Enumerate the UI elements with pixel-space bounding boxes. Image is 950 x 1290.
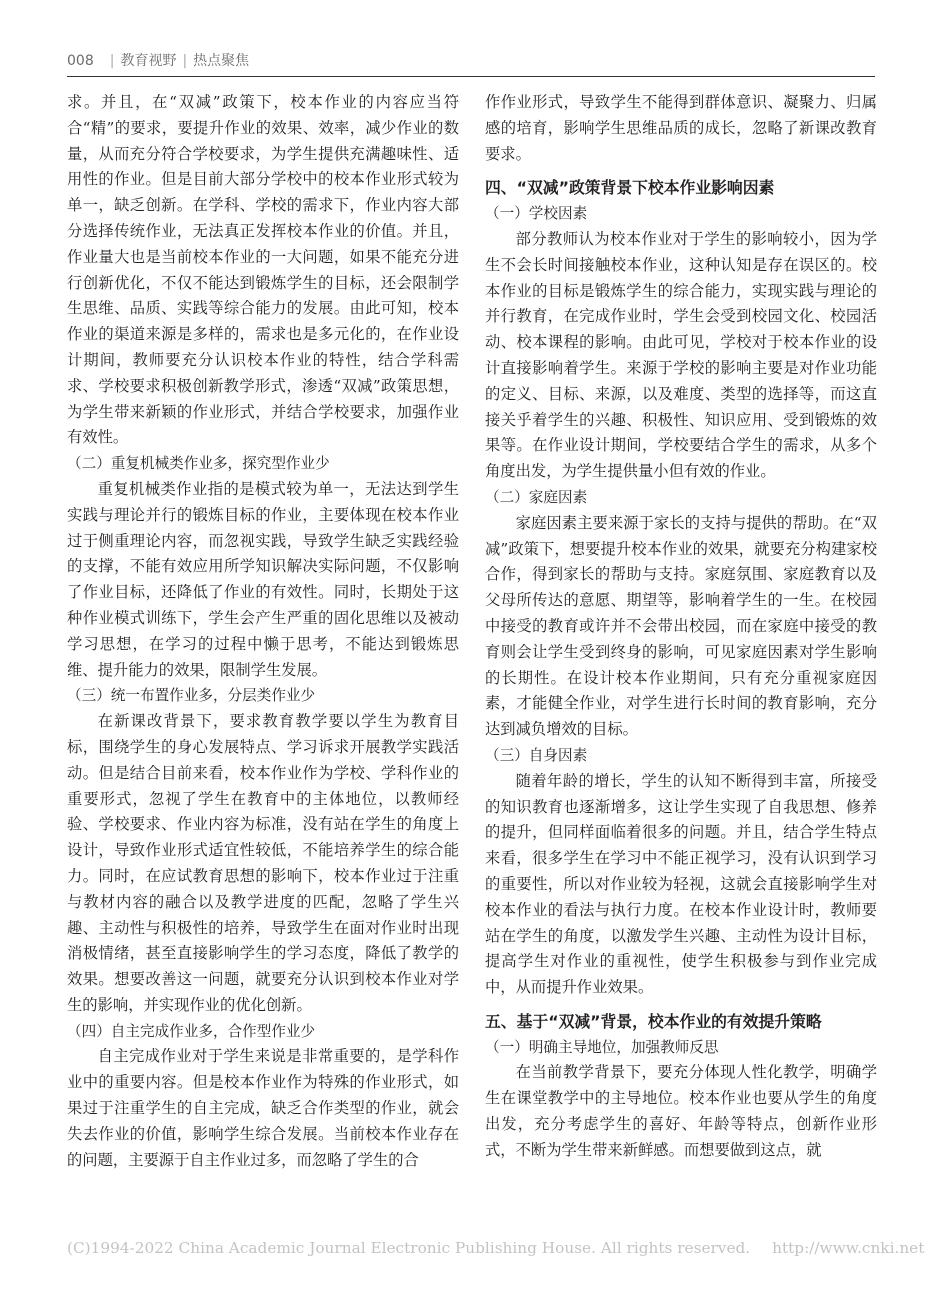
right-column — [485, 90, 877, 1164]
subsection-heading: （二）家庭因素 — [485, 488, 588, 506]
copyright-notice: (C)1994-2022 China Academic Journal Electronic Publishing House. All rights reserved. — [67, 1239, 751, 1257]
column-name: 热点聚焦 — [193, 53, 250, 69]
paragraph: 作作业形式，导致学生不能得到群体意识、凝聚力、归属感的培育，影响学生思维品质的成长，忽略了新课改教育要求。 — [485, 93, 877, 163]
paragraph: 求。并且，在“双减”政策下，校本作业的内容应当符合“精”的要求，要提升作业的效果、效率，减少作业的数量，从而充分符合学校要求，为学生提供充满趣味性、适用性的作业。但是目前大部分学校中的校本作业形式较为单一，缺乏创新。在学科、学校的需求下，作业内容大部分选择传统作业，无法真正发挥校本作业的价值。并且，作业量大也是当前校本作业的一大问题，如果不能充分进行创新优化，不仅不能达到锻炼学生的目标，还会限制学生思维、品质、实践等综合能力的发展。由此可知，校本作业的渠道来源是多样的，需求也是多元化的，在作业设计期间，教师要充分认识校本作业的特性，结合学科需求、学校要求积极创新教学形式，渗透“双减”政策思想，为学生带来新颖的作业形式，并结合学校要求，加强作业有效性。 — [67, 93, 459, 447]
subsection-heading: （三）统一布置作业多，分层类作业少 — [67, 687, 316, 705]
paragraph: 在当前教学背景下，要充分体现人性化教学，明确学生在课堂教学中的主导地位。校本作业也要从学生的角度出发，充分考虑学生的喜好、年龄等特点，创新作业形式，不断为学生带来新鲜感。而想要做到这点，就 — [485, 1063, 877, 1159]
subsection-heading: （二）重复机械类作业多，探究型作业少 — [67, 455, 330, 473]
subsection-heading: （一）学校因素 — [485, 205, 588, 223]
subsection-heading: （三）自身因素 — [485, 746, 588, 764]
header-divider: | — [182, 53, 188, 69]
section-heading: 五、基于“双减”背景，校本作业的有效提升策略 — [485, 1011, 822, 1031]
section-heading: 四、“双减”政策背景下校本作业影响因素 — [485, 178, 775, 198]
paragraph: 在新课改背景下，要求教育教学要以学生为教育目标，围绕学生的身心发展特点、学习诉求开展教学实践活动。但是结合目前来看，校本作业作为学校、学科作业的重要形式，忽视了学生在教育中的主体地位，以教师经验、学校要求、作业内容为标准，没有站在学生的角度上设计，导致作业形式适宜性较低，不能培养学生的综合能力。同时，在应试教育思想的影响下，校本作业过于注重与教材内容的融合以及教学进度的匹配，忽略了学生兴趣、主动性与积极性的培养，导致学生在面对作业时出现消极情绪，甚至直接影响学生的学习态度，降低了教学的效果。想要改善这一问题，就要充分认识到校本作业对学生的影响，并实现作业的优化创新。 — [67, 712, 459, 1014]
paragraph: 家庭因素主要来源于家长的支持与提供的帮助。在“双减”政策下，想要提升校本作业的效果，就要充分构建家校合作，得到家长的帮助与支持。家庭氛围、家庭教育以及父母所传达的意愿、期望等，影响着学生的一生。在校园中接受的教育或许并不会带出校园，而在家庭中接受的教育则会让学生受到终身的影响，可见家庭因素对学生影响的长期性。在设计校本作业期间，只有充分重视家庭因素，才能健全作业，对学生进行长时间的教育影响，充分达到减负增效的目标。 — [485, 513, 877, 739]
running-header — [67, 50, 249, 70]
paragraph: 部分教师认为校本作业对于学生的影响较小，因为学生不会长时间接触校本作业，这种认知是存在误区的。校本作业的目标是锻炼学生的综合能力，实现实践与理论的并行教育，在完成作业时，学生会受到校园文化、校园活动、校本课程的影响。由此可见，学校对于校本作业的设计直接影响着学生。来源于学校的影响主要是对作业功能的定义、目标、来源，以及难度、类型的选择等，而这直接关乎着学生的兴趣、积极性、知识应用、受到锻炼的效果等。在作业设计期间，学校要结合学生的需求，从多个角度出发，为学生提供量小但有效的作业。 — [485, 229, 877, 481]
paragraph: 自主完成作业对于学生来说是非常重要的，是学科作业中的重要内容。但是校本作业作为特殊的作业形式，如果过于注重学生的自主完成，缺乏合作类型的作业，就会失去作业的价值，影响学生综合发展。当前校本作业存在的问题，主要源于自主作业过多，而忽略了学生的合 — [67, 1047, 459, 1169]
header-rule — [67, 76, 875, 77]
paragraph: 重复机械类作业指的是模式较为单一，无法达到学生实践与理论并行的锻炼目标的作业，主要体现在校本作业过于侧重理论内容，而忽视实践，导致学生缺乏实践经验的支撑，不能有效应用所学知识解决实际问题，不仅影响了作业目标，还降低了作业的有效性。同时，长期处于这种作业模式训练下，学生会产生严重的固化思维以及被动学习思想，在学习的过程中懒于思考，不能达到锻炼思维、提升能力的效果，限制学生发展。 — [67, 479, 459, 679]
journal-name: 教育视野 — [120, 53, 177, 69]
cnki-url[interactable]: http://www.cnki.net — [772, 1239, 925, 1257]
subsection-heading: （四）自主完成作业多，合作型作业少 — [67, 1022, 316, 1040]
subsection-heading: （一）明确主导地位，加强教师反思 — [485, 1038, 719, 1056]
left-column — [67, 90, 459, 1173]
header-divider: | — [109, 53, 115, 69]
page-number: 008 — [67, 53, 94, 69]
cnki-footer — [67, 1239, 924, 1257]
paragraph: 随着年龄的增长，学生的认知不断得到丰富，所接受的知识教育也逐渐增多，这让学生实现了自我思想、修养的提升，但同样面临着很多的问题。并且，结合学生特点来看，很多学生在学习中不能正视学习，没有认识到学习的重要性，所以对作业较为轻视，这就会直接影响学生对校本作业的看法与执行力度。在校本作业设计时，教师要站在学生的角度，以激发学生兴趣、主动性为设计目标，提高学生对作业的重视性，使学生积极参与到作业完成中，从而提升作业效果。 — [485, 771, 877, 997]
